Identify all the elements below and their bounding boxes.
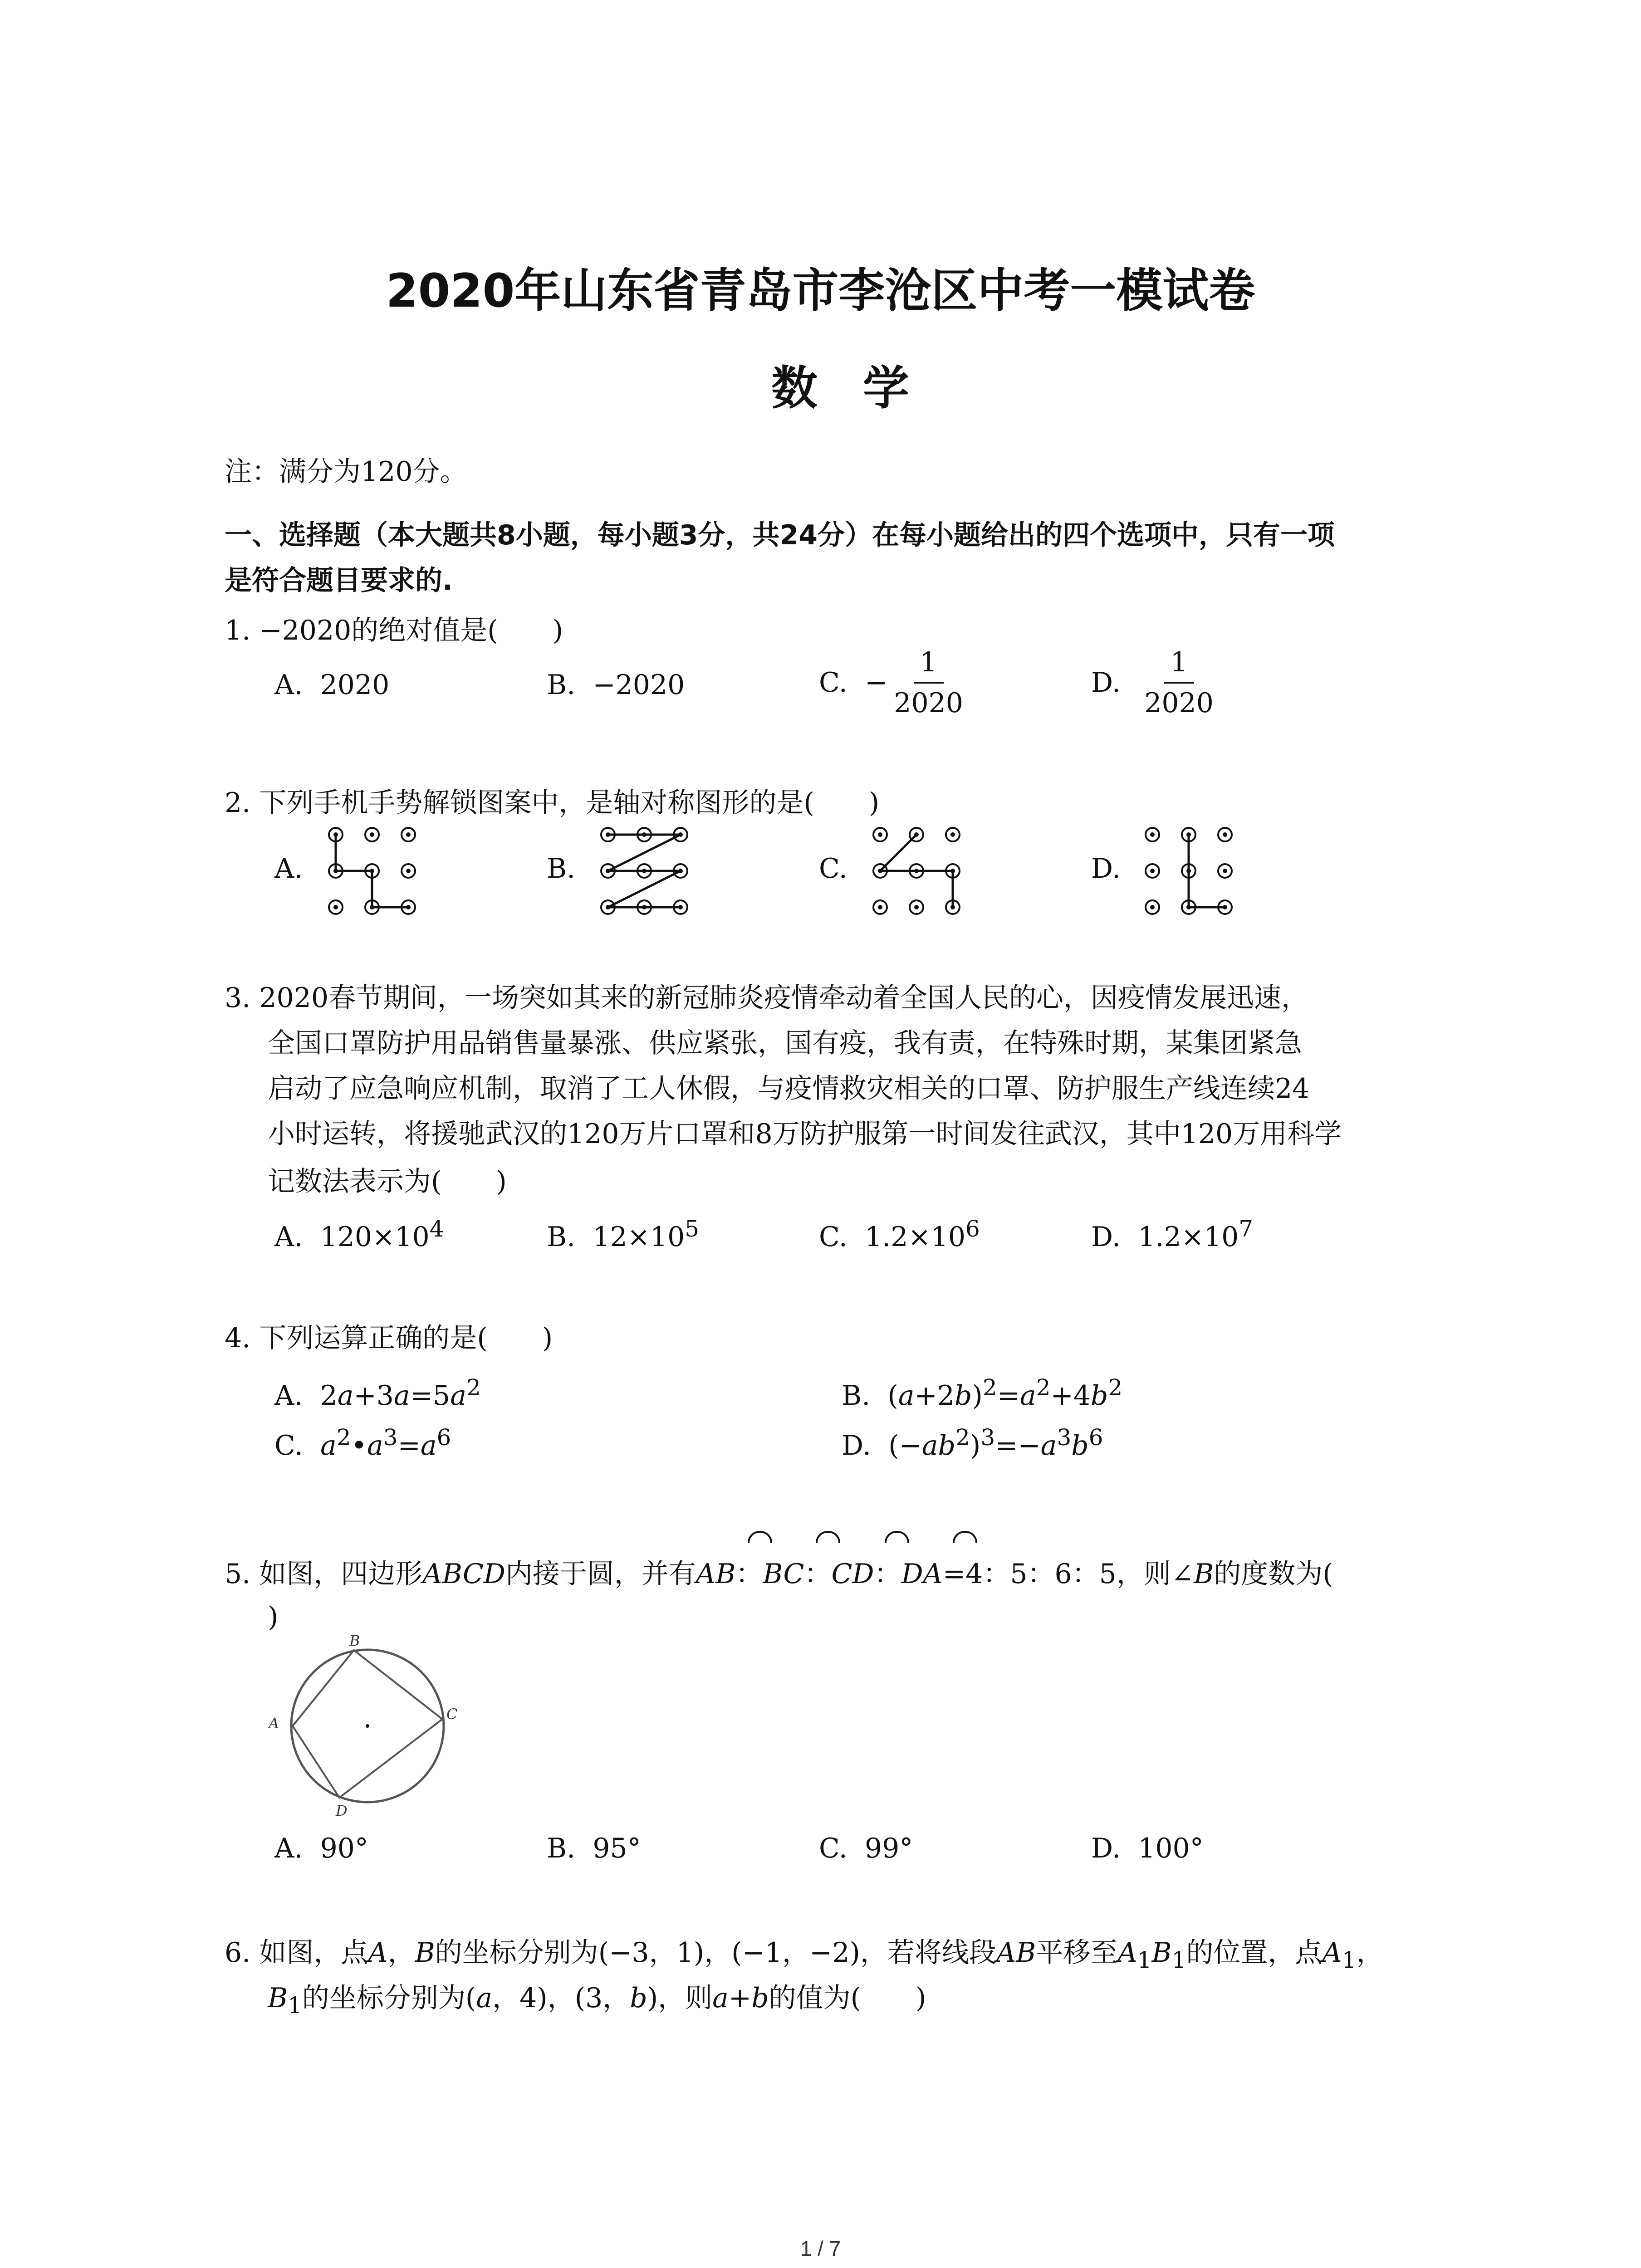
q2-option-b-label: B. — [547, 853, 576, 885]
q2-pattern-c — [862, 826, 962, 925]
q2-option-a-label: A. — [274, 853, 303, 885]
arc-mark-cd — [885, 1531, 909, 1543]
q4-option-d — [842, 1424, 1103, 1461]
quadrilateral-name: ABCD — [422, 1558, 505, 1590]
variable: b — [954, 1380, 972, 1412]
arc-mark-da — [953, 1531, 977, 1543]
option-text: 1.2×10 — [1138, 1221, 1239, 1253]
q5-stem-line2: ) — [268, 1601, 279, 1633]
arc-da: DA — [901, 1558, 943, 1590]
exponent: 2 — [982, 1374, 997, 1401]
option-label: C. — [819, 1221, 847, 1253]
variable: b — [751, 1982, 769, 2014]
fraction — [887, 646, 970, 719]
term: +3 — [353, 1380, 394, 1412]
stem-text: 的坐标分别为( — [302, 1982, 476, 2014]
subscript: 1 — [1171, 1947, 1186, 1973]
variable: a — [393, 1380, 410, 1412]
separator: ： — [804, 1558, 832, 1590]
term: = — [397, 1430, 421, 1461]
label-a: A — [269, 1715, 279, 1732]
subscript: 1 — [288, 1992, 302, 2019]
exponent: 3 — [1057, 1424, 1072, 1451]
exponent: 3 — [383, 1424, 398, 1451]
variable: a — [712, 1982, 729, 2014]
option-label: D. — [842, 1430, 872, 1461]
q2-pattern-b — [590, 826, 690, 925]
q3-line2: 全国口罩防护用品销售量暴涨、供应紧张，国有疫，我有责，在特殊时期，某集团紧急 — [268, 1027, 1302, 1059]
option-label: B. — [547, 669, 576, 701]
q3-option-d — [1091, 1216, 1253, 1253]
q4-option-b — [842, 1374, 1122, 1412]
label-c: C — [446, 1706, 458, 1723]
stem-text: 平移至 — [1036, 1937, 1118, 1969]
option-text: 90° — [320, 1833, 368, 1864]
section-heading-line1: 一、选择题（本大题共8小题，每小题3分，共24分）在每小题给出的四个选项中，只有一项 — [225, 519, 1335, 551]
stem-text: 的坐标分别为(−3，1)，(−1，−2)，若将线段 — [435, 1937, 996, 1969]
exponent: 4 — [429, 1216, 444, 1242]
variable: b — [1090, 1380, 1108, 1412]
arc-mark-bc — [816, 1531, 840, 1543]
angle-variable: B — [1194, 1558, 1214, 1590]
center-point — [366, 1724, 369, 1728]
term: =− — [995, 1430, 1041, 1461]
variable: ab — [921, 1430, 956, 1461]
stem-text: 的值为( ) — [769, 1982, 926, 2014]
score-note: 注：满分为120分。 — [225, 456, 467, 488]
q3-line1: 3. 2020春节期间，一场突如其来的新冠肺炎疫情牵动着全国人民的心，因疫情发展迅速， — [225, 982, 1309, 1014]
option-label: C. — [819, 667, 847, 699]
separator: ： — [735, 1558, 763, 1590]
stem-text: 内接于圆，并有 — [505, 1558, 696, 1590]
variable: a — [367, 1430, 383, 1461]
term: ) — [970, 1430, 981, 1461]
option-text: 12×10 — [593, 1221, 685, 1253]
variable: b — [1071, 1430, 1089, 1461]
exponent: 6 — [965, 1216, 980, 1242]
q5-option-c — [819, 1833, 913, 1864]
q1-option-b — [547, 669, 685, 701]
term: • — [351, 1430, 367, 1461]
exponent: 2 — [466, 1374, 481, 1401]
term: +2 — [914, 1380, 955, 1412]
q3-line5: 记数法表示为( ) — [268, 1166, 507, 1198]
option-text: 95° — [593, 1833, 641, 1864]
q1-stem: 1. −2020的绝对值是( ) — [225, 615, 563, 646]
q1-option-c — [819, 642, 970, 723]
option-label: A. — [274, 1221, 303, 1253]
q2-pattern-a — [318, 826, 417, 925]
q5-option-d — [1091, 1833, 1204, 1864]
variable: B — [1151, 1937, 1172, 1969]
q6-line1 — [225, 1930, 1384, 1983]
fraction — [1138, 646, 1220, 719]
exponent: 6 — [436, 1424, 451, 1451]
exponent: 2 — [955, 1424, 970, 1451]
exponent: 5 — [685, 1216, 700, 1242]
term: ) — [972, 1380, 983, 1412]
q1-option-d — [1091, 642, 1220, 723]
q5-stem-line1 — [225, 1551, 1333, 1597]
variable: a — [320, 1430, 337, 1461]
q3-line4: 小时运转，将援驰武汉的120万片口罩和8万防护服第一时间发往武汉，其中120万用科学 — [268, 1118, 1342, 1150]
term: ( — [887, 1380, 898, 1412]
option-text: 99° — [865, 1833, 913, 1864]
variable: b — [630, 1982, 647, 2014]
label-b: B — [349, 1632, 360, 1649]
option-label: B. — [842, 1380, 871, 1412]
q2-stem: 2. 下列手机手势解锁图案中，是轴对称图形的是( ) — [225, 787, 880, 819]
denominator: 2020 — [1144, 687, 1214, 719]
option-label: D. — [1091, 1833, 1121, 1864]
exponent: 2 — [1108, 1374, 1123, 1401]
q5-option-a — [274, 1833, 368, 1864]
option-text: 100° — [1138, 1833, 1204, 1864]
exponent: 7 — [1239, 1216, 1254, 1242]
exponent: 2 — [1036, 1374, 1051, 1401]
variable: A — [1322, 1937, 1342, 1969]
option-label: D. — [1091, 1221, 1121, 1253]
subscript: 1 — [1342, 1947, 1357, 1973]
variable: a — [476, 1982, 493, 2014]
variable: AB — [996, 1937, 1036, 1969]
term: 2 — [320, 1380, 338, 1412]
q4-stem: 4. 下列运算正确的是( ) — [225, 1322, 553, 1354]
arc-bc: BC — [763, 1558, 804, 1590]
option-text: 1.2×10 — [865, 1221, 966, 1253]
stem-text: ， — [1356, 1937, 1384, 1969]
variable: a — [1040, 1430, 1057, 1461]
q1-option-a — [274, 669, 389, 701]
q2-pattern-d — [1134, 826, 1234, 925]
stem-text: ，4)，(3， — [492, 1982, 630, 2014]
quadrilateral-abcd — [293, 1650, 442, 1798]
subscript: 1 — [1137, 1947, 1152, 1973]
option-text: −2020 — [593, 669, 685, 701]
stem-text: 5. 如图，四边形 — [225, 1558, 423, 1590]
q5-option-b — [547, 1833, 641, 1864]
option-label: B. — [547, 1833, 576, 1864]
page-number: 1 / 7 — [800, 2237, 841, 2260]
term: (− — [888, 1430, 922, 1461]
denominator: 2020 — [894, 687, 963, 719]
option-text: 2020 — [320, 669, 390, 701]
option-label: C. — [819, 1833, 847, 1864]
exponent: 6 — [1088, 1424, 1103, 1451]
variable: a — [337, 1380, 354, 1412]
variable: a — [1019, 1380, 1036, 1412]
variable: B — [268, 1982, 288, 2014]
operator: + — [728, 1982, 752, 2014]
exponent: 2 — [336, 1424, 351, 1451]
subject-title: 数学 — [771, 362, 955, 415]
q3-option-a — [274, 1216, 444, 1253]
variable: A — [1117, 1937, 1137, 1969]
numerator: 1 — [914, 646, 944, 684]
q3-line3: 启动了应急响应机制，取消了工人休假，与疫情救灾相关的口罩、防护服生产线连续24 — [268, 1073, 1310, 1105]
term: +4 — [1050, 1380, 1091, 1412]
option-label: B. — [547, 1221, 576, 1253]
q5-circle-figure — [263, 1633, 472, 1823]
arc-cd: CD — [831, 1558, 874, 1590]
q4-option-a — [274, 1374, 481, 1412]
option-label: C. — [274, 1430, 303, 1461]
term: =5 — [410, 1380, 451, 1412]
separator: ： — [874, 1558, 901, 1590]
variable: a — [898, 1380, 915, 1412]
variable: A — [368, 1937, 388, 1969]
stem-text: 的位置，点 — [1186, 1937, 1323, 1969]
q2-option-d-label: D. — [1091, 853, 1121, 885]
stem-text: ， — [387, 1937, 415, 1969]
q3-option-c — [819, 1216, 980, 1253]
q6-line2 — [268, 1975, 926, 2028]
option-label: A. — [274, 1833, 303, 1864]
stem-text: 6. 如图，点 — [225, 1937, 368, 1969]
arc-ab: AB — [696, 1558, 736, 1590]
exam-title: 2020年山东省青岛市李沧区中考一模试卷 — [386, 264, 1255, 318]
section-heading-line2: 是符合题目要求的. — [225, 565, 453, 596]
option-label: D. — [1091, 667, 1121, 699]
exponent: 3 — [980, 1424, 995, 1451]
q4-option-c — [274, 1424, 451, 1461]
numerator: 1 — [1164, 646, 1194, 684]
q3-option-b — [547, 1216, 699, 1253]
variable: B — [415, 1937, 435, 1969]
stem-text: )，则 — [647, 1982, 713, 2014]
stem-text: 的度数为( — [1214, 1558, 1333, 1590]
option-label: A. — [274, 669, 303, 701]
arc-mark-ab — [748, 1531, 772, 1543]
variable: a — [420, 1430, 437, 1461]
variable: a — [450, 1380, 466, 1412]
minus-sign: − — [865, 667, 888, 699]
option-label: A. — [274, 1380, 303, 1412]
q2-option-c-label: C. — [819, 853, 847, 885]
label-d: D — [336, 1802, 348, 1819]
option-text: 120×10 — [320, 1221, 430, 1253]
ratio-text: =4：5：6：5，则∠ — [942, 1558, 1194, 1590]
term: = — [997, 1380, 1020, 1412]
